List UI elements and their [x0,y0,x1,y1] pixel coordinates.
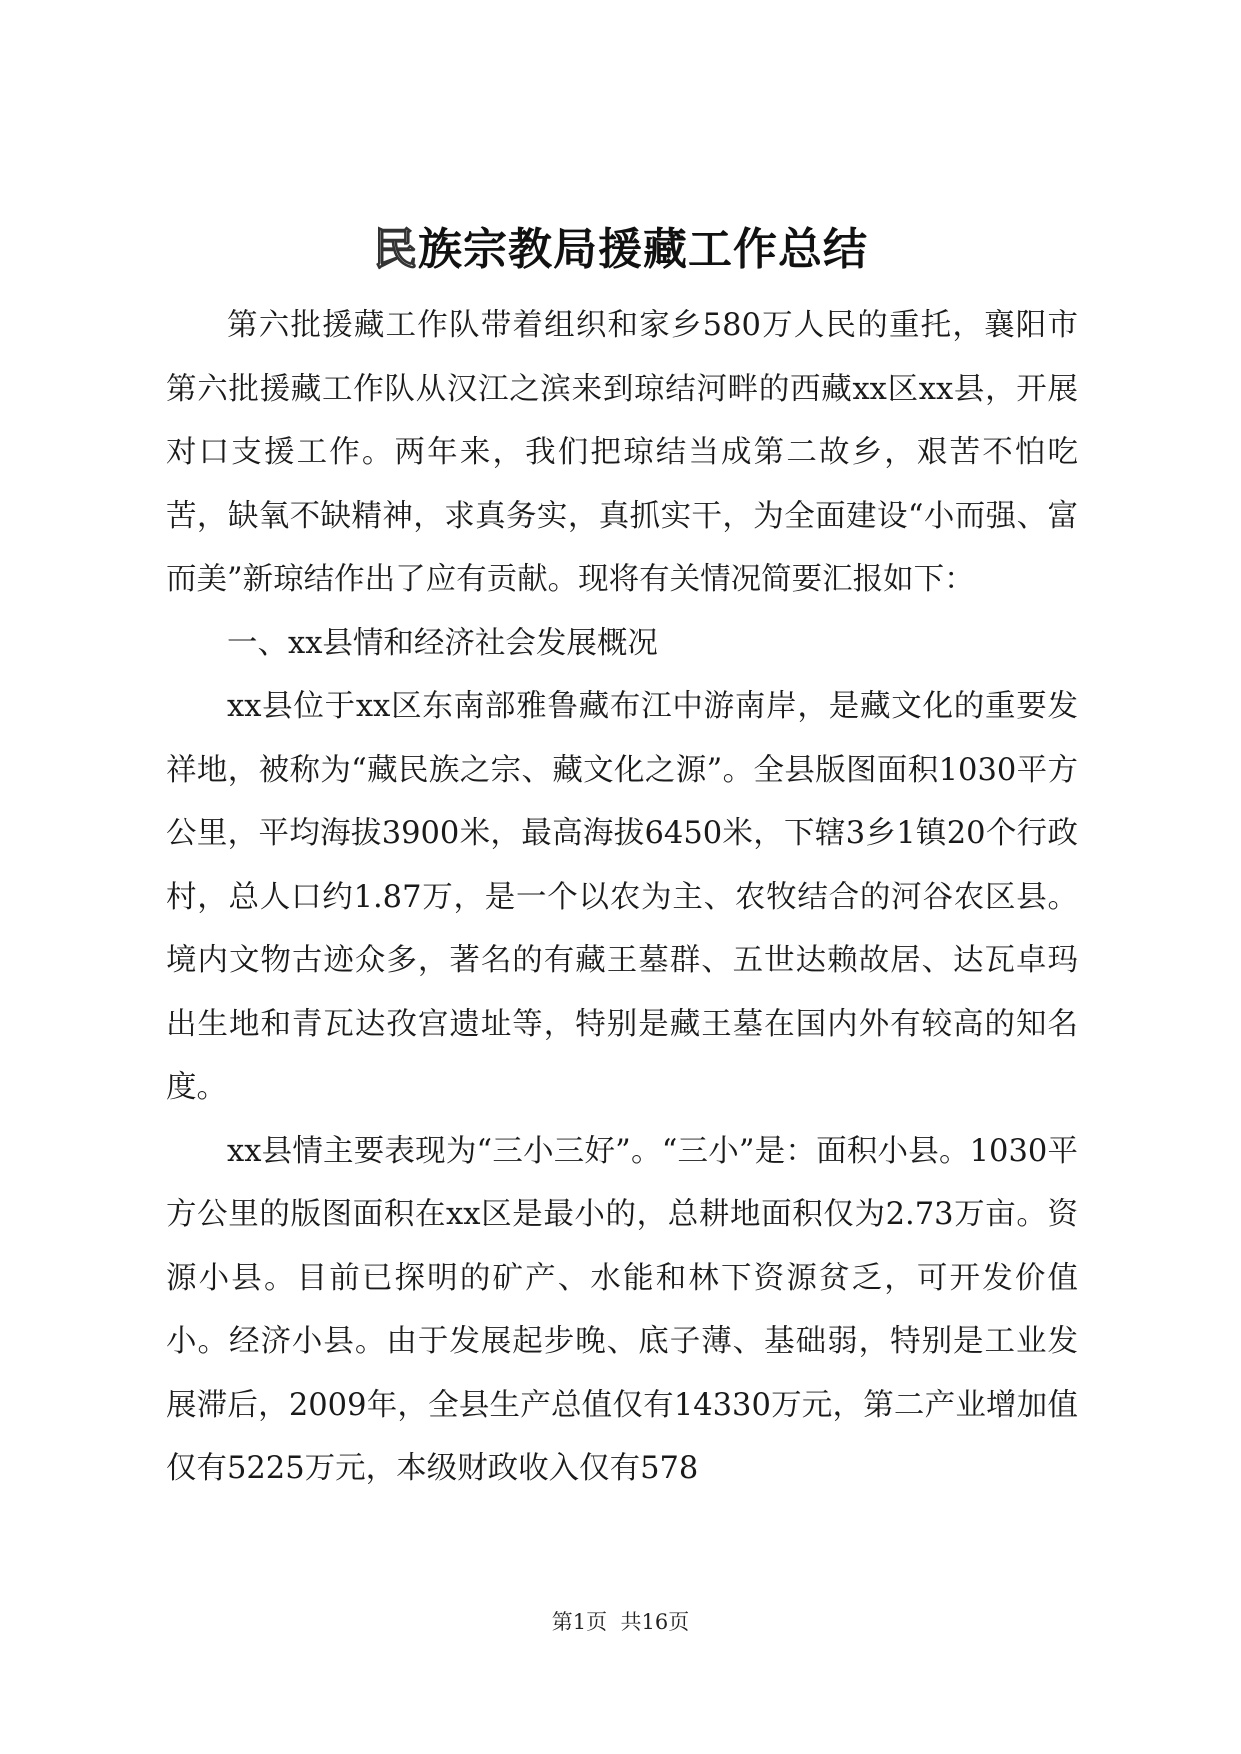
paragraph-intro: 第六批援藏工作队带着组织和家乡580万人民的重托，襄阳市第六批援藏工作队从汉江之滨来到琼结河畔的西藏xx区xx县，开展对口支援工作。两年来，我们把琼结当成第二故乡，艰苦不怕吃苦，缺氧不缺精神，求真务实，真抓实干，为全面建设“小而强、富而美”新琼结作出了应有贡献。现将有关情况简要汇报如下： [166,308,1078,597]
paragraph-county-overview: xx县位于xx区东南部雅鲁藏布江中游南岸，是藏文化的重要发祥地，被称为“藏民族之宗、藏文化之源”。全县版图面积1030平方公里，平均海拔3900米，最高海拔6450米，下辖3乡1镇20个行政村，总人口约1.87万，是一个以农为主、农牧结合的河谷农区县。境内文物古迹众多，著名的有藏王墓群、五世达赖故居、达瓦卓玛出生地和青瓦达孜宫遗址等，特别是藏王墓在国内外有较高的知名度。 [166,689,1078,1105]
page-number: 第1页 [551,1610,608,1634]
paragraph-three-small: xx县情主要表现为“三小三好”。“三小”是：面积小县。1030平方公里的版图面积在xx区是最小的，总耕地面积仅为2.73万亩。资源小县。目前已探明的矿产、水能和林下资源贫乏，可开发价值小。经济小县。由于发展起步晚、底子薄、基础弱，特别是工业发展滞后，2009年，全县生产总值仅有14330万元，第二产业增加值仅有5225万元，本级财政收入仅有578 [166,1133,1078,1486]
page-total: 共16页 [620,1610,690,1634]
section-heading: 一、xx县情和经济社会发展概况 [227,625,658,661]
title-text: 族宗教局援藏工作总结 [418,224,868,275]
page-footer [0,1608,1241,1636]
document-title [0,222,1241,278]
document-body [166,294,1078,1501]
title-first-char: 民 [373,224,418,275]
